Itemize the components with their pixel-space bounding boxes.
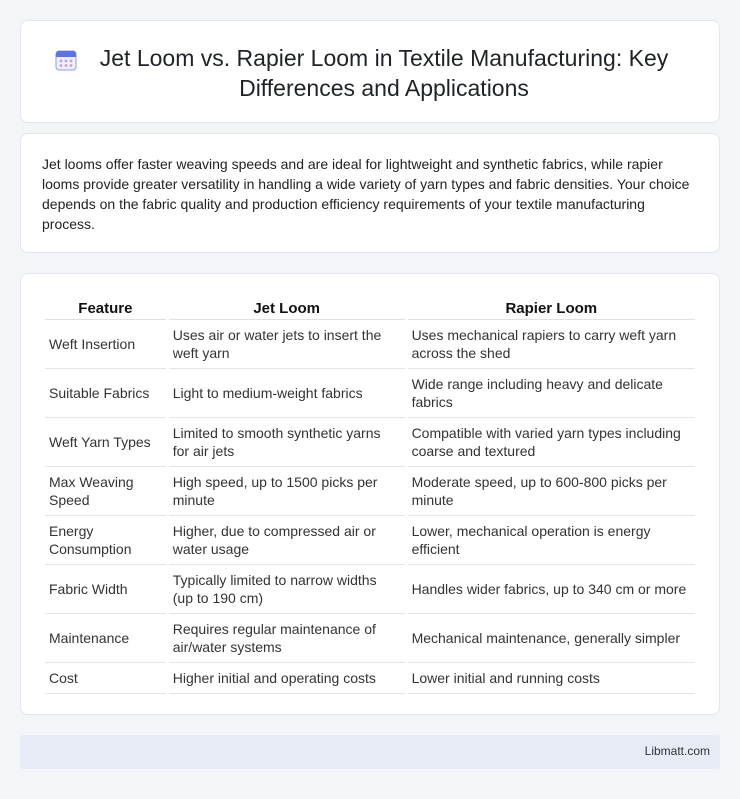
jet-loom-cell: Limited to smooth synthetic yarns for air jets (169, 418, 405, 467)
footer (20, 735, 720, 769)
page-title: Jet Loom vs. Rapier Loom in Textile Manufacturing: Key Differences and Applications (99, 45, 669, 101)
table-row (45, 663, 695, 694)
feature-cell: Suitable Fabrics (45, 369, 166, 418)
feature-cell: Fabric Width (45, 565, 166, 614)
column-header-feature: Feature (45, 294, 166, 320)
jet-loom-cell: Requires regular maintenance of air/water systems (169, 614, 405, 663)
table-row (45, 467, 695, 516)
feature-cell: Maintenance (45, 614, 166, 663)
rapier-loom-cell: Mechanical maintenance, generally simpler (408, 614, 695, 663)
comparison-table-card (20, 273, 720, 715)
rapier-loom-cell: Compatible with varied yarn types including coarse and textured (408, 418, 695, 467)
rapier-loom-cell: Lower, mechanical operation is energy efficient (408, 516, 695, 565)
jet-loom-cell: High speed, up to 1500 picks per minute (169, 467, 405, 516)
rapier-loom-cell: Handles wider fabrics, up to 340 cm or more (408, 565, 695, 614)
jet-loom-cell: Uses air or water jets to insert the weft yarn (169, 320, 405, 369)
column-header-jet-loom: Jet Loom (169, 294, 405, 320)
table-row (45, 369, 695, 418)
feature-cell: Cost (45, 663, 166, 694)
jet-loom-cell: Light to medium-weight fabrics (169, 369, 405, 418)
table-row (45, 614, 695, 663)
comparison-table (42, 294, 698, 694)
summary-text: Jet looms offer faster weaving speeds and are ideal for lightweight and synthetic fabrics, while rapier looms provide greater versatility in handling a wide variety of yarn types and fabric densities. Your choice depends on the fabric quality and production efficiency requirements of your textile manufacturing process. (42, 156, 690, 232)
feature-cell: Weft Insertion (45, 320, 166, 369)
summary-card (20, 133, 720, 253)
footer-site-link[interactable]: Libmatt.com (644, 744, 710, 758)
table-row (45, 418, 695, 467)
table-row (45, 320, 695, 369)
jet-loom-cell: Higher, due to compressed air or water usage (169, 516, 405, 565)
column-header-rapier-loom: Rapier Loom (408, 294, 695, 320)
table-row (45, 516, 695, 565)
rapier-loom-cell: Uses mechanical rapiers to carry weft yarn across the shed (408, 320, 695, 369)
table-row (45, 565, 695, 614)
feature-cell: Energy Consumption (45, 516, 166, 565)
rapier-loom-cell: Lower initial and running costs (408, 663, 695, 694)
jet-loom-cell: Higher initial and operating costs (169, 663, 405, 694)
rapier-loom-cell: Moderate speed, up to 600-800 picks per minute (408, 467, 695, 516)
feature-cell: Max Weaving Speed (45, 467, 166, 516)
jet-loom-cell: Typically limited to narrow widths (up to 190 cm) (169, 565, 405, 614)
feature-cell: Weft Yarn Types (45, 418, 166, 467)
rapier-loom-cell: Wide range including heavy and delicate fabrics (408, 369, 695, 418)
title-card (20, 20, 720, 123)
table-header-row (45, 294, 695, 320)
